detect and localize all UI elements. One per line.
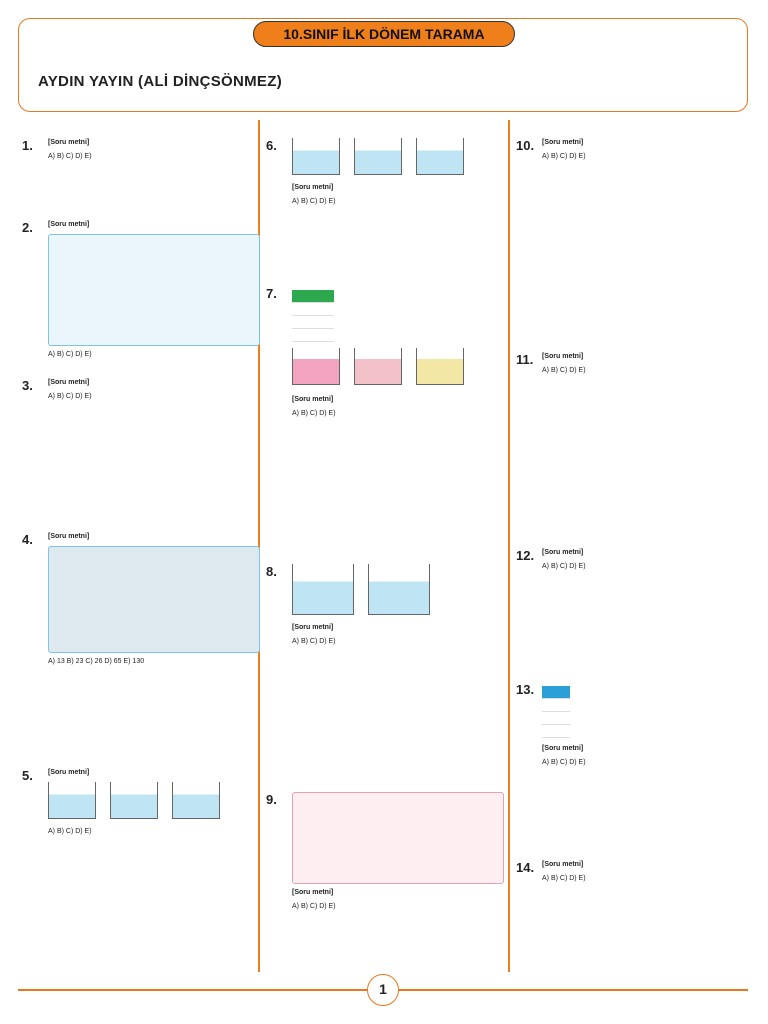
publisher-line: AYDIN YAYIN (ALİ DİNÇSÖNMEZ) bbox=[38, 73, 282, 90]
question-5 bbox=[22, 768, 260, 968]
options: A) B) C) D) E) bbox=[292, 198, 336, 205]
options: A) 13 B) 23 C) 26 D) 65 E) 130 bbox=[48, 658, 145, 665]
question-number: 3. bbox=[22, 378, 33, 393]
options: A) B) C) D) E) bbox=[542, 875, 586, 882]
question-text: [Soru metni] bbox=[48, 769, 90, 776]
beakers bbox=[292, 348, 504, 389]
beakers bbox=[292, 564, 504, 619]
options: A) B) C) D) E) bbox=[542, 563, 586, 570]
question-3 bbox=[22, 378, 260, 508]
question-number: 11. bbox=[516, 352, 534, 367]
question-13 bbox=[516, 682, 748, 842]
question-text: [Soru metni] bbox=[292, 184, 334, 191]
options: A) B) C) D) E) bbox=[292, 410, 336, 417]
question-number: 12. bbox=[516, 548, 535, 563]
question-text: [Soru metni] bbox=[292, 889, 334, 896]
column-divider bbox=[508, 120, 510, 972]
concept-map-placeholder bbox=[292, 792, 504, 884]
page-title: 10.SINIF İLK DÖNEM TARAMA bbox=[253, 21, 515, 47]
options: A) B) C) D) E) bbox=[48, 393, 92, 400]
question-number: 2. bbox=[22, 220, 33, 235]
question-text: [Soru metni] bbox=[542, 861, 584, 868]
question-7 bbox=[266, 286, 504, 556]
question-10 bbox=[516, 138, 748, 328]
question-text: [Soru metni] bbox=[542, 353, 584, 360]
question-number: 6. bbox=[266, 138, 277, 153]
question-number: 4. bbox=[22, 532, 33, 547]
indicator-table bbox=[292, 290, 334, 342]
beakers bbox=[292, 138, 504, 179]
question-number: 1. bbox=[22, 138, 33, 153]
cleaning-table bbox=[542, 686, 570, 738]
options: A) B) C) D) E) bbox=[48, 351, 92, 358]
column-1 bbox=[22, 120, 260, 972]
question-number: 9. bbox=[266, 792, 277, 807]
question-text: [Soru metni] bbox=[292, 396, 334, 403]
options: A) B) C) D) E) bbox=[542, 759, 586, 766]
question-number: 8. bbox=[266, 564, 277, 579]
question-number: 7. bbox=[266, 286, 277, 301]
question-text: [Soru metni] bbox=[48, 221, 90, 228]
question-12 bbox=[516, 548, 748, 678]
question-number: 14. bbox=[516, 860, 535, 875]
options: A) B) C) D) E) bbox=[542, 153, 586, 160]
question-4 bbox=[22, 532, 260, 752]
options: A) B) C) D) E) bbox=[48, 153, 92, 160]
question-text: [Soru metni] bbox=[48, 379, 90, 386]
options: A) B) C) D) E) bbox=[542, 367, 586, 374]
column-3 bbox=[516, 120, 748, 972]
question-9 bbox=[266, 792, 504, 972]
question-2 bbox=[22, 220, 260, 370]
question-text: [Soru metni] bbox=[48, 139, 90, 146]
question-6 bbox=[266, 138, 504, 278]
question-1 bbox=[22, 138, 260, 208]
airbag-image-placeholder bbox=[48, 546, 260, 653]
table-placeholder bbox=[48, 234, 260, 346]
column-2 bbox=[266, 120, 504, 972]
question-text: [Soru metni] bbox=[542, 549, 584, 556]
question-text: [Soru metni] bbox=[292, 624, 334, 631]
question-8 bbox=[266, 564, 504, 764]
question-number: 13. bbox=[516, 682, 535, 697]
question-text: [Soru metni] bbox=[48, 533, 90, 540]
page-number: 1 bbox=[367, 974, 399, 1006]
question-text: [Soru metni] bbox=[542, 139, 584, 146]
question-11 bbox=[516, 352, 748, 542]
question-number: 5. bbox=[22, 768, 33, 783]
options: A) B) C) D) E) bbox=[292, 638, 336, 645]
question-number: 10. bbox=[516, 138, 535, 153]
options: A) B) C) D) E) bbox=[292, 903, 336, 910]
beakers bbox=[48, 782, 260, 823]
question-14 bbox=[516, 860, 748, 970]
question-text: [Soru metni] bbox=[542, 745, 584, 752]
options: A) B) C) D) E) bbox=[48, 828, 92, 835]
